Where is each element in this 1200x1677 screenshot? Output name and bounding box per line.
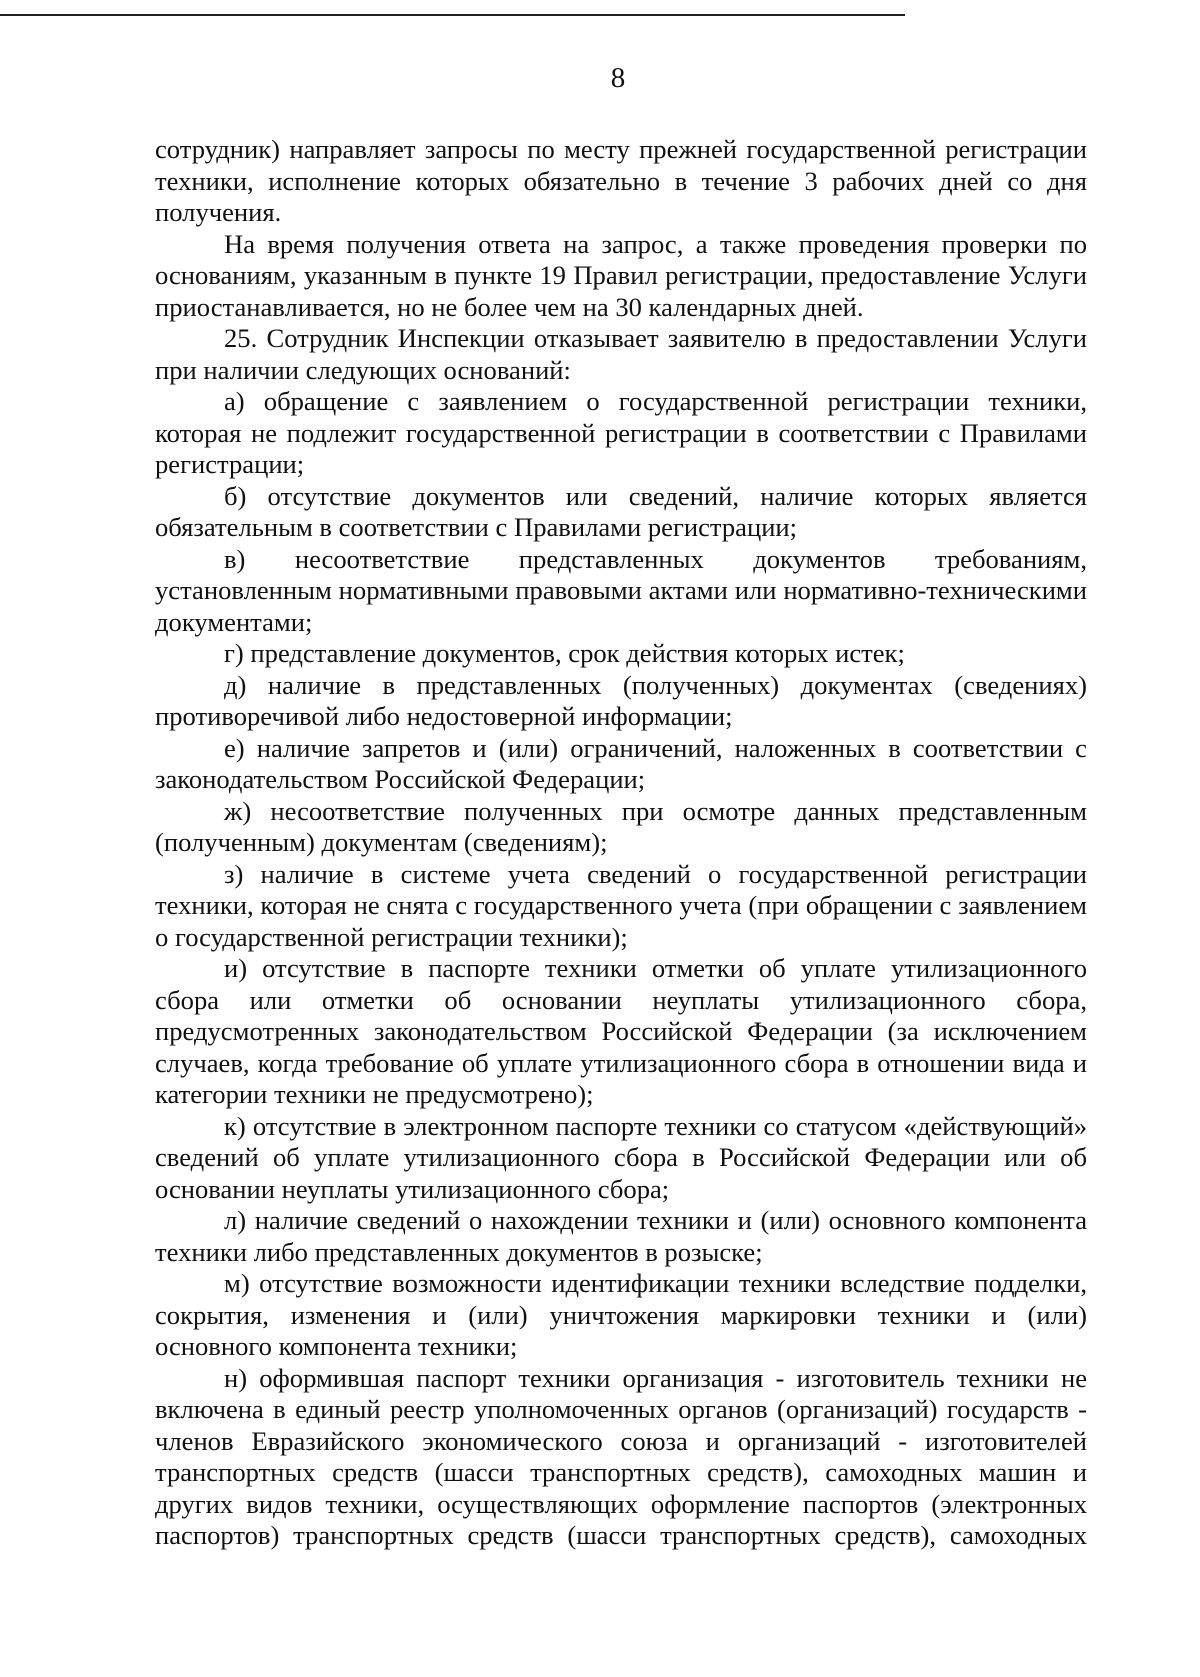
item-v: в) несоответствие представленных документов требованиям, установленным нормативными правовыми актами или нормативно-техническими документами; bbox=[155, 543, 1087, 637]
item-a: а) обращение с заявлением о государственной регистрации техники, которая не подлежит государственной регистрации в соответствии с Правилами регистрации; bbox=[155, 386, 1087, 479]
page-number: 8 bbox=[610, 62, 626, 94]
item-b: б) отсутствие документов или сведений, наличие которых является обязательным в соответствии с Правилами регистрации; bbox=[155, 480, 1087, 542]
item-l: л) наличие сведений о нахождении техники и (или) основного компонента техники либо представленных документов в розыске; bbox=[155, 1205, 1087, 1267]
item-d: д) наличие в представленных (полученных) документах (сведениях) противоречивой либо недостоверной информации; bbox=[155, 669, 1087, 731]
paragraph-suspension: На время получения ответа на запрос, а также проведения проверки по основаниям, указанным в пункте 19 Правил регистрации, предоставление Услуги приостанавливается, но не более чем на 30 календарных дней. bbox=[155, 228, 1087, 322]
document-body bbox=[155, 134, 1087, 1552]
item-e: е) наличие запретов и (или) ограничений, наложенных в соответствии с законодательством Российской Федерации; bbox=[155, 732, 1087, 794]
paragraph-25-refusal: 25. Сотрудник Инспекции отказывает заявителю в предоставлении Услуги при наличии следующих оснований: bbox=[155, 323, 1087, 385]
top-rule bbox=[0, 14, 905, 16]
item-k: к) отсутствие в электронном паспорте техники со статусом «действующий» сведений об уплате утилизационного сбора в Российской Федерации или об основании неуплаты утилизационного сбора; bbox=[155, 1110, 1087, 1204]
item-m: м) отсутствие возможности идентификации техники вследствие подделки, сокрытия, изменения и (или) уничтожения маркировки техники и (или) основного компонента техники; bbox=[155, 1268, 1087, 1361]
item-z: з) наличие в системе учета сведений о государственной регистрации техники, которая не снята с государственного учета (при обращении с заявлением о государственной регистрации техники); bbox=[155, 858, 1087, 952]
item-g: г) представление документов, срок действия которых истек; bbox=[224, 638, 905, 668]
item-n: н) оформившая паспорт техники организация - изготовитель техники не включена в единый реестр уполномоченных органов (организаций) государств - членов Евразийского экономического союза и организаций - изготовителей транспортных средств (шасси транспортных средств), самоходных машин и других видов техники, осуществляющих оформление паспортов (электронных паспортов) транспортных средств (шасси транспортных средств), самоходных bbox=[155, 1362, 1087, 1550]
paragraph-continuation: сотрудник) направляет запросы по месту прежней государственной регистрации техники, исполнение которых обязательно в течение 3 рабочих дней со дня получения. bbox=[155, 134, 1087, 227]
item-zh: ж) несоответствие полученных при осмотре данных представленным (полученным) документам (сведениям); bbox=[155, 795, 1087, 857]
item-i: и) отсутствие в паспорте техники отметки об уплате утилизационного сбора или отметки об основании неуплаты утилизационного сбора, предусмотренных законодательством Российской Федерации (за исключением случаев, когда требование об уплате утилизационного сбора в отношении вида и категории техники не предусмотрено); bbox=[155, 953, 1087, 1109]
